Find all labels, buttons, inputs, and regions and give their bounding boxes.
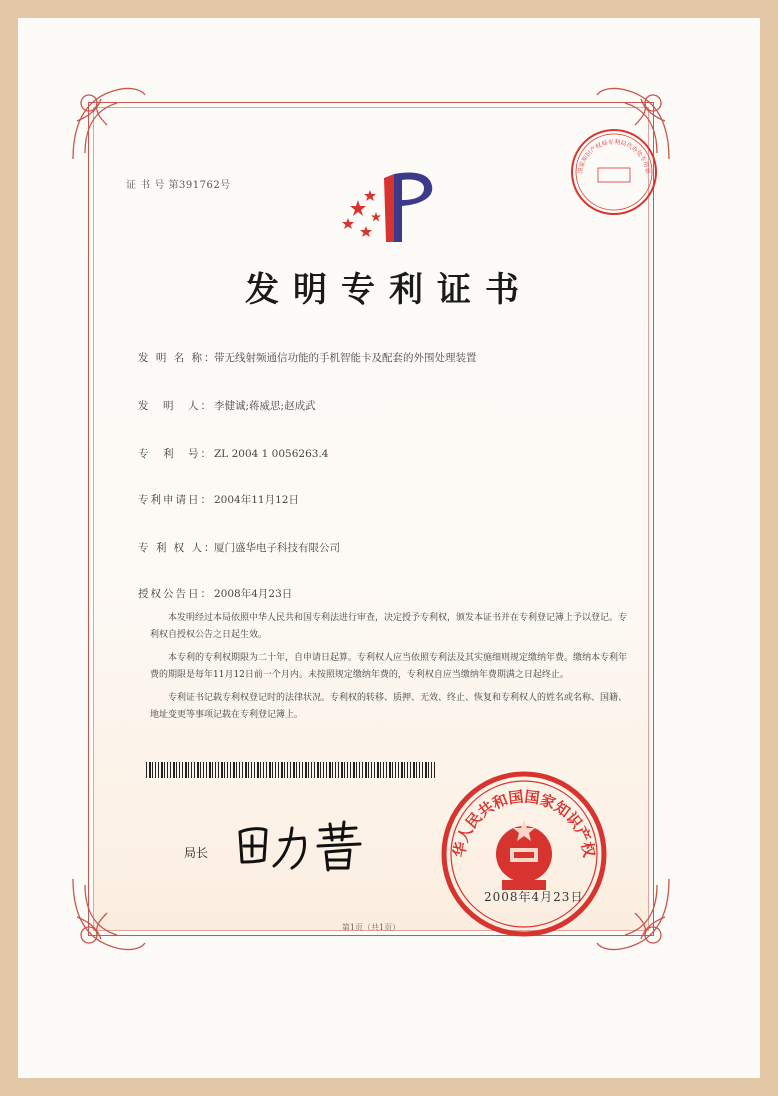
barcode [146,762,436,778]
certificate-number-label: 证 书 号 [126,180,165,191]
certificate-title: 发明专利证书 [245,270,533,310]
field-application-date [138,492,299,507]
corner-ornament-top-left [67,81,151,165]
field-label: 专利申请日： [138,494,213,506]
field-label: 专 利 权 人： [138,542,217,554]
corner-ornament-bottom-left [67,873,151,957]
svg-text:国家知识产权局专利局代办处专用章 [576,138,652,174]
seal-main-text: 华人民共和国国家知识产权 [449,787,599,859]
field-value: 厦门盛华电子科技有限公司 [214,542,340,554]
field-value: 带无线射频通信功能的手机智能卡及配套的外围处理装置 [214,352,477,364]
certificate-body-text [150,610,634,730]
page-indicator: 第1页（共1页） [341,923,401,932]
field-patent-number [138,446,328,461]
paragraph-term-and-fees: 本专利的专利权期限为二十年，自申请日起算。专利权人应当依照专利法及其实施细则规定缴纳年费。缴纳本专利年费的期限是每年11月12日前一个月内。未按照规定缴纳年费的，专利权自应当缴纳年费期满之日起终止。 [150,653,628,680]
field-label: 授权公告日： [138,588,213,600]
field-label: 专 利 号： [138,448,213,460]
field-invention-name [138,350,477,365]
field-value: 李健诚;蒋威思;赵成武 [214,400,316,412]
issue-date: 2008年4月23日 [484,890,584,904]
field-value: ZL 2004 1 0056263.4 [214,448,329,460]
certificate-number [126,176,231,191]
paragraph-legal-status: 专利证书记载专利权登记时的法律状况。专利权的转移、质押、无效、终止、恢复和专利权人的姓名或名称、国籍、地址变更等事项记载在专利登记簿上。 [150,693,628,720]
field-value: 2008年4月23日 [214,588,293,600]
official-seal-agency [570,128,658,216]
director-label: 局长 [184,846,209,860]
field-label: 发 明 名 称： [138,352,217,364]
field-label: 发 明 人： [138,400,213,412]
field-value: 2004年11月12日 [214,494,299,506]
certificate-number-value: 第391762号 [168,180,231,191]
field-patentee [138,540,340,555]
paragraph-grant-statement: 本发明经过本局依照中华人民共和国专利法进行审查，决定授予专利权，颁发本证书并在专利登记簿上予以登记。专利权自授权公告之日起生效。 [150,613,628,640]
patent-office-logo-icon [336,160,446,250]
field-grant-date [138,586,292,601]
seal-agency-text: 国家知识产权局专利局代办处专用章 [576,138,652,175]
official-seal-main [440,770,608,938]
field-inventors [138,398,316,413]
director-signature [226,810,366,880]
